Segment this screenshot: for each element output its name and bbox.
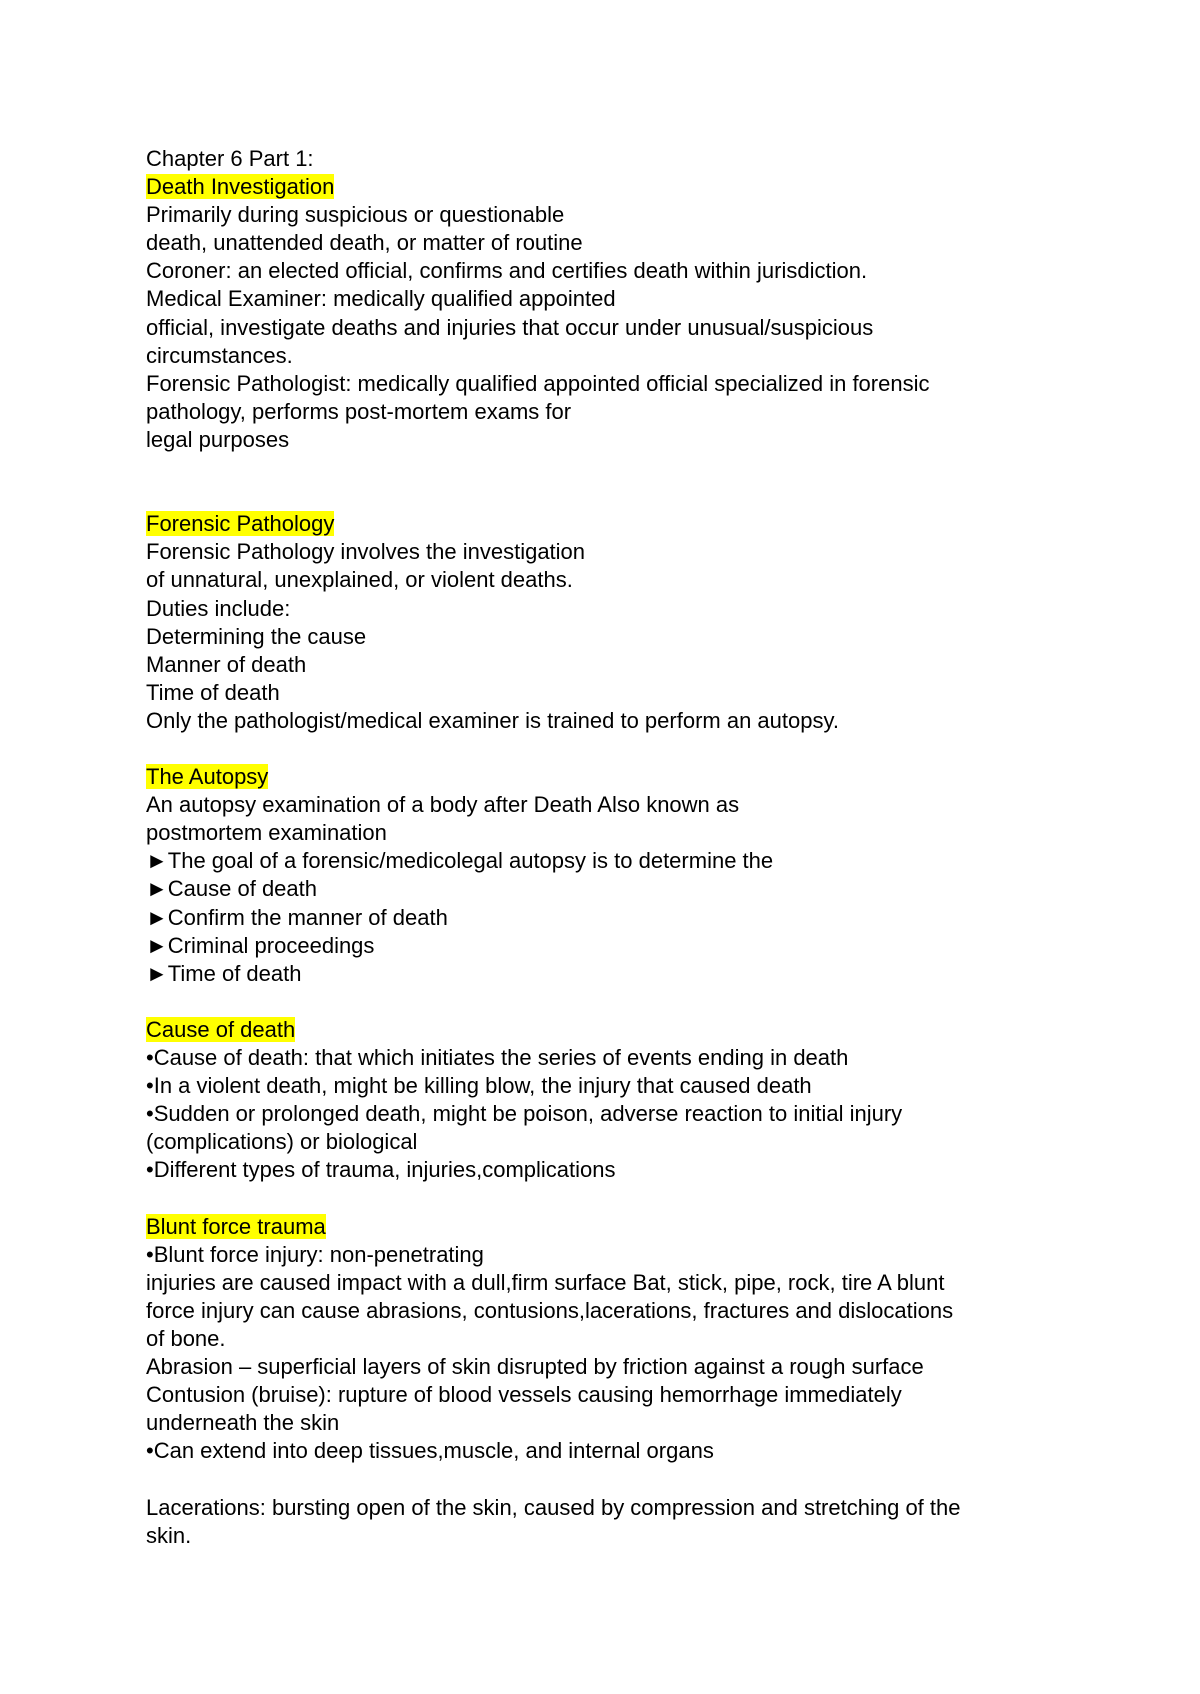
section-blunt-force-trauma	[146, 1213, 1066, 1550]
text-line: Lacerations: bursting open of the skin, caused by compression and stretching of the	[146, 1494, 961, 1520]
text-line: •Can extend into deep tissues,muscle, and internal organs	[146, 1438, 714, 1464]
text-line: Coroner: an elected official, confirms and certifies death within jurisdiction.	[146, 258, 868, 284]
text-line: Forensic Pathologist: medically qualified appointed official specialized in forensic	[146, 370, 930, 396]
text-line: Contusion (bruise): rupture of blood vessels causing hemorrhage immediately	[146, 1382, 902, 1408]
spacer	[146, 454, 1066, 482]
text-line	[146, 1465, 1066, 1493]
chapter-title: Chapter 6 Part 1:	[146, 146, 314, 171]
text-line: •Blunt force injury: non-penetrating	[146, 1241, 484, 1267]
text-line: ►The goal of a forensic/medicolegal autopsy is to determine the	[146, 848, 774, 874]
text-line: ►Time of death	[146, 960, 302, 986]
text-line: Abrasion – superficial layers of skin disrupted by friction against a rough surface	[146, 1354, 924, 1380]
section-heading: Cause of death	[146, 1016, 296, 1042]
text-line: Determining the cause	[146, 623, 367, 649]
spacer	[146, 735, 1066, 763]
text-line: Only the pathologist/medical examiner is trained to perform an autopsy.	[146, 707, 839, 733]
text-line: •Cause of death: that which initiates the series of events ending in death	[146, 1045, 849, 1070]
text-line: circumstances.	[146, 342, 293, 368]
section-death-investigation	[146, 173, 1066, 454]
text-line: •In a violent death, might be killing blow, the injury that caused death	[146, 1073, 812, 1099]
text-line: ►Confirm the manner of death	[146, 904, 448, 930]
text-line: death, unattended death, or matter of routine	[146, 230, 583, 256]
text-line: Time of death	[146, 679, 280, 705]
text-line: •Different types of trauma, injuries,complications	[146, 1157, 616, 1183]
text-line: Primarily during suspicious or questionable	[146, 202, 565, 228]
section-heading: Blunt force trauma	[146, 1213, 326, 1239]
text-line: (complications) or biological	[146, 1129, 418, 1155]
spacer	[146, 482, 1066, 510]
text-line: official, investigate deaths and injuries that occur under unusual/suspicious	[146, 314, 874, 340]
text-line: legal purposes	[146, 426, 290, 452]
text-line: injuries are caused impact with a dull,firm surface Bat, stick, pipe, rock, tire A blunt	[146, 1269, 945, 1295]
text-line: of unnatural, unexplained, or violent deaths.	[146, 567, 573, 593]
text-line: Manner of death	[146, 651, 307, 677]
text-line: ►Criminal proceedings	[146, 932, 375, 958]
section-heading: Death Investigation	[146, 174, 335, 200]
text-line: force injury can cause abrasions, contusions,lacerations, fractures and dislocations	[146, 1297, 954, 1323]
spacer	[146, 988, 1066, 1016]
text-line: Forensic Pathology involves the investigation	[146, 539, 586, 565]
text-line: pathology, performs post-mortem exams for	[146, 398, 572, 424]
section-forensic-pathology	[146, 510, 1066, 735]
text-line: •Sudden or prolonged death, might be poison, adverse reaction to initial injury	[146, 1101, 903, 1127]
text-line: of bone.	[146, 1325, 226, 1351]
section-heading: Forensic Pathology	[146, 511, 335, 537]
text-line: An autopsy examination of a body after Death Also known as	[146, 792, 740, 818]
text-line: skin.	[146, 1522, 192, 1548]
text-line: underneath the skin	[146, 1410, 340, 1436]
text-line: postmortem examination	[146, 820, 387, 846]
spacer	[146, 1184, 1066, 1212]
section-heading: The Autopsy	[146, 764, 269, 790]
section-cause-of-death	[146, 1016, 1066, 1185]
text-line: Medical Examiner: medically qualified appointed	[146, 286, 616, 312]
text-line: Duties include:	[146, 595, 291, 621]
text-line: ►Cause of death	[146, 876, 317, 902]
document-page	[146, 145, 1066, 1550]
section-the-autopsy	[146, 763, 1066, 988]
